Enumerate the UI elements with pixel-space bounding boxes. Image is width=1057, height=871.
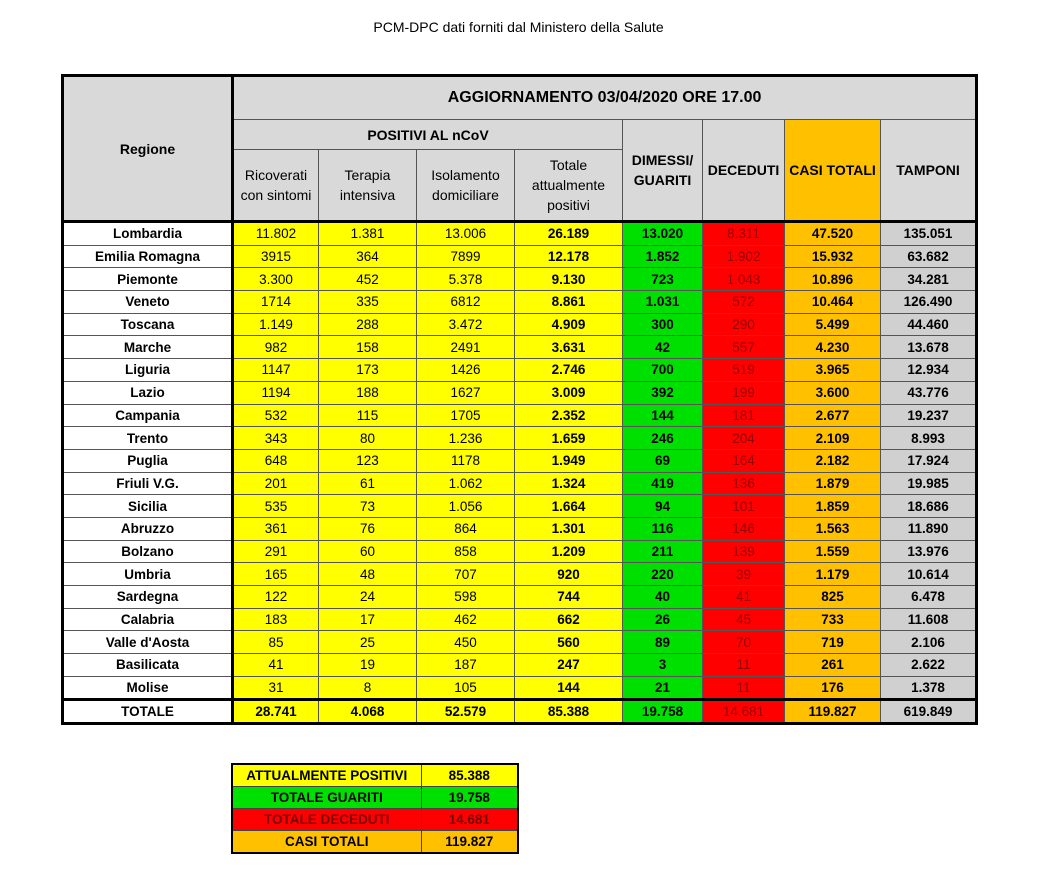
- cell-casi-totali: 1.859: [785, 495, 881, 518]
- table-row: [63, 404, 977, 427]
- cell-isolamento: 858: [417, 540, 515, 563]
- cell-isolamento: 7899: [417, 245, 515, 268]
- header-casi-totali: CASI TOTALI: [785, 120, 881, 222]
- cell-isolamento: 1627: [417, 381, 515, 404]
- cell-deceduti: 101: [703, 495, 785, 518]
- cell-dimessi: 19.758: [623, 700, 703, 724]
- cell-casi-totali: 719: [785, 631, 881, 654]
- header-dimessi: DIMESSI/ GUARITI: [623, 120, 703, 222]
- cell-regione: Valle d'Aosta: [63, 631, 233, 654]
- cell-totale-positivi: 560: [515, 631, 623, 654]
- cell-casi-totali: 825: [785, 586, 881, 609]
- cell-deceduti: 290: [703, 313, 785, 336]
- cell-ricoverati: 201: [233, 472, 319, 495]
- cell-ricoverati: 532: [233, 404, 319, 427]
- cell-isolamento: 5.378: [417, 268, 515, 291]
- cell-casi-totali: 47.520: [785, 222, 881, 246]
- cell-regione: Puglia: [63, 449, 233, 472]
- cell-totale-positivi: 144: [515, 676, 623, 700]
- cell-tamponi: 13.976: [881, 540, 977, 563]
- cell-tamponi: 2.106: [881, 631, 977, 654]
- cell-dimessi: 246: [623, 427, 703, 450]
- table-row: [63, 563, 977, 586]
- cell-regione: Piemonte: [63, 268, 233, 291]
- cell-tamponi: 43.776: [881, 381, 977, 404]
- cell-regione: Campania: [63, 404, 233, 427]
- cell-regione: Veneto: [63, 291, 233, 314]
- cell-casi-totali: 119.827: [785, 700, 881, 724]
- cell-isolamento: 52.579: [417, 700, 515, 724]
- cell-totale-positivi: 1.659: [515, 427, 623, 450]
- cell-isolamento: 187: [417, 654, 515, 677]
- cell-ricoverati: 361: [233, 517, 319, 540]
- cell-tamponi: 18.686: [881, 495, 977, 518]
- cell-ricoverati: 648: [233, 449, 319, 472]
- cell-casi-totali: 2.109: [785, 427, 881, 450]
- cell-totale-positivi: 2.746: [515, 359, 623, 382]
- cell-ricoverati: 85: [233, 631, 319, 654]
- table-row: [63, 427, 977, 450]
- cell-deceduti: 199: [703, 381, 785, 404]
- cell-totale-positivi: 26.189: [515, 222, 623, 246]
- cell-tamponi: 8.993: [881, 427, 977, 450]
- header-isolamento: Isolamento domiciliare: [417, 150, 515, 222]
- cell-isolamento: 1178: [417, 449, 515, 472]
- cell-isolamento: 2491: [417, 336, 515, 359]
- summary-value: 19.758: [421, 787, 518, 809]
- cell-ricoverati: 11.802: [233, 222, 319, 246]
- cell-tamponi: 19.985: [881, 472, 977, 495]
- cell-regione: Umbria: [63, 563, 233, 586]
- cell-terapia: 1.381: [319, 222, 417, 246]
- cell-terapia: 123: [319, 449, 417, 472]
- cell-deceduti: 70: [703, 631, 785, 654]
- cell-deceduti: 572: [703, 291, 785, 314]
- cell-casi-totali: 5.499: [785, 313, 881, 336]
- table-row: [63, 222, 977, 246]
- cell-ricoverati: 1147: [233, 359, 319, 382]
- cell-terapia: 76: [319, 517, 417, 540]
- summary-row: [232, 787, 518, 809]
- cell-dimessi: 116: [623, 517, 703, 540]
- cell-deceduti: 14.681: [703, 700, 785, 724]
- cell-totale-positivi: 3.631: [515, 336, 623, 359]
- header-aggiornamento: AGGIORNAMENTO 03/04/2020 ORE 17.00: [233, 76, 977, 120]
- cell-totale-positivi: 3.009: [515, 381, 623, 404]
- cell-deceduti: 139: [703, 540, 785, 563]
- cell-regione: Toscana: [63, 313, 233, 336]
- table-row: [63, 495, 977, 518]
- cell-terapia: 73: [319, 495, 417, 518]
- cell-casi-totali: 3.600: [785, 381, 881, 404]
- cell-deceduti: 39: [703, 563, 785, 586]
- cell-casi-totali: 261: [785, 654, 881, 677]
- cell-dimessi: 42: [623, 336, 703, 359]
- cell-tamponi: 34.281: [881, 268, 977, 291]
- cell-deceduti: 146: [703, 517, 785, 540]
- cell-deceduti: 8.311: [703, 222, 785, 246]
- cell-totale-positivi: 1.209: [515, 540, 623, 563]
- cell-ricoverati: 1714: [233, 291, 319, 314]
- cell-casi-totali: 10.464: [785, 291, 881, 314]
- cell-totale-positivi: 744: [515, 586, 623, 609]
- cell-deceduti: 204: [703, 427, 785, 450]
- cell-totale-positivi: 85.388: [515, 700, 623, 724]
- cell-casi-totali: 1.563: [785, 517, 881, 540]
- cell-terapia: 452: [319, 268, 417, 291]
- cell-isolamento: 6812: [417, 291, 515, 314]
- cell-tamponi: 126.490: [881, 291, 977, 314]
- cell-dimessi: 94: [623, 495, 703, 518]
- cell-regione: Sicilia: [63, 495, 233, 518]
- cell-tamponi: 135.051: [881, 222, 977, 246]
- summary-label: TOTALE GUARITI: [232, 787, 421, 809]
- table-row: [63, 268, 977, 291]
- table-row: [63, 449, 977, 472]
- cell-deceduti: 11: [703, 654, 785, 677]
- cell-isolamento: 1426: [417, 359, 515, 382]
- cell-regione: Trento: [63, 427, 233, 450]
- cell-ricoverati: 28.741: [233, 700, 319, 724]
- cell-dimessi: 89: [623, 631, 703, 654]
- cell-deceduti: 164: [703, 449, 785, 472]
- cell-regione: Bolzano: [63, 540, 233, 563]
- cell-ricoverati: 165: [233, 563, 319, 586]
- cell-tamponi: 10.614: [881, 563, 977, 586]
- cell-totale-positivi: 1.664: [515, 495, 623, 518]
- summary-row: [232, 809, 518, 831]
- table-row: [63, 608, 977, 631]
- summary-value: 14.681: [421, 809, 518, 831]
- cell-terapia: 60: [319, 540, 417, 563]
- totals-row: [63, 700, 977, 724]
- cell-regione: Friuli V.G.: [63, 472, 233, 495]
- header-ricoverati: Ricoverati con sintomi: [233, 150, 319, 222]
- cell-totale-positivi: 1.324: [515, 472, 623, 495]
- summary-table: [231, 763, 519, 854]
- cell-deceduti: 1.902: [703, 245, 785, 268]
- cell-totale-positivi: 8.861: [515, 291, 623, 314]
- cell-dimessi: 1.852: [623, 245, 703, 268]
- cell-terapia: 335: [319, 291, 417, 314]
- cell-dimessi: 220: [623, 563, 703, 586]
- cell-tamponi: 19.237: [881, 404, 977, 427]
- cell-regione: Basilicata: [63, 654, 233, 677]
- cell-isolamento: 707: [417, 563, 515, 586]
- cell-deceduti: 11: [703, 676, 785, 700]
- table-row: [63, 631, 977, 654]
- cell-casi-totali: 1.179: [785, 563, 881, 586]
- cell-ricoverati: 343: [233, 427, 319, 450]
- cell-totale-positivi: 1.949: [515, 449, 623, 472]
- cell-terapia: 188: [319, 381, 417, 404]
- cell-tamponi: 11.890: [881, 517, 977, 540]
- table-row: [63, 472, 977, 495]
- cell-tamponi: 13.678: [881, 336, 977, 359]
- cell-ricoverati: 183: [233, 608, 319, 631]
- header-regione: Regione: [63, 76, 233, 222]
- cell-totale-positivi: 4.909: [515, 313, 623, 336]
- cell-terapia: 80: [319, 427, 417, 450]
- cell-ricoverati: 31: [233, 676, 319, 700]
- cell-isolamento: 1.062: [417, 472, 515, 495]
- cell-totale-positivi: 662: [515, 608, 623, 631]
- cell-ricoverati: 41: [233, 654, 319, 677]
- header-positivi: POSITIVI AL nCoV: [233, 120, 623, 150]
- table-row: [63, 359, 977, 382]
- cell-casi-totali: 10.896: [785, 268, 881, 291]
- cell-dimessi: 40: [623, 586, 703, 609]
- cell-isolamento: 1.236: [417, 427, 515, 450]
- summary-row: [232, 764, 518, 787]
- cell-deceduti: 1.043: [703, 268, 785, 291]
- summary-label: CASI TOTALI: [232, 831, 421, 854]
- cell-totale-positivi: 2.352: [515, 404, 623, 427]
- summary-value: 119.827: [421, 831, 518, 854]
- header-deceduti: DECEDUTI: [703, 120, 785, 222]
- cell-dimessi: 419: [623, 472, 703, 495]
- cell-terapia: 61: [319, 472, 417, 495]
- cell-isolamento: 864: [417, 517, 515, 540]
- page-title: PCM-DPC dati forniti dal Ministero della Salute: [373, 19, 664, 35]
- cell-terapia: 288: [319, 313, 417, 336]
- table-row: [63, 540, 977, 563]
- table-row: [63, 336, 977, 359]
- cell-casi-totali: 733: [785, 608, 881, 631]
- summary-value: 85.388: [421, 764, 518, 787]
- cell-isolamento: 105: [417, 676, 515, 700]
- cell-deceduti: 181: [703, 404, 785, 427]
- table-row: [63, 245, 977, 268]
- cell-terapia: 115: [319, 404, 417, 427]
- cell-regione: Abruzzo: [63, 517, 233, 540]
- cell-casi-totali: 4.230: [785, 336, 881, 359]
- cell-deceduti: 557: [703, 336, 785, 359]
- cell-tamponi: 63.682: [881, 245, 977, 268]
- cell-casi-totali: 2.677: [785, 404, 881, 427]
- cell-ricoverati: 122: [233, 586, 319, 609]
- header-terapia: Terapia intensiva: [319, 150, 417, 222]
- cell-terapia: 8: [319, 676, 417, 700]
- cell-dimessi: 392: [623, 381, 703, 404]
- regional-data-table: [61, 74, 978, 725]
- cell-isolamento: 462: [417, 608, 515, 631]
- table-row: [63, 517, 977, 540]
- cell-regione: Emilia Romagna: [63, 245, 233, 268]
- table-row: [63, 654, 977, 677]
- cell-terapia: 364: [319, 245, 417, 268]
- table-row: [63, 313, 977, 336]
- cell-tamponi: 1.378: [881, 676, 977, 700]
- cell-deceduti: 136: [703, 472, 785, 495]
- table-row: [63, 586, 977, 609]
- cell-dimessi: 700: [623, 359, 703, 382]
- cell-casi-totali: 1.559: [785, 540, 881, 563]
- cell-ricoverati: 1194: [233, 381, 319, 404]
- cell-regione: Liguria: [63, 359, 233, 382]
- cell-totale-positivi: 12.178: [515, 245, 623, 268]
- cell-deceduti: 41: [703, 586, 785, 609]
- cell-terapia: 24: [319, 586, 417, 609]
- cell-terapia: 19: [319, 654, 417, 677]
- cell-regione: Lombardia: [63, 222, 233, 246]
- cell-regione: Lazio: [63, 381, 233, 404]
- cell-terapia: 173: [319, 359, 417, 382]
- cell-terapia: 4.068: [319, 700, 417, 724]
- cell-ricoverati: 3.300: [233, 268, 319, 291]
- cell-regione: Sardegna: [63, 586, 233, 609]
- cell-regione: Marche: [63, 336, 233, 359]
- summary-label: TOTALE DECEDUTI: [232, 809, 421, 831]
- cell-casi-totali: 2.182: [785, 449, 881, 472]
- cell-dimessi: 144: [623, 404, 703, 427]
- cell-isolamento: 1.056: [417, 495, 515, 518]
- cell-casi-totali: 176: [785, 676, 881, 700]
- cell-isolamento: 1705: [417, 404, 515, 427]
- cell-deceduti: 45: [703, 608, 785, 631]
- cell-tamponi: 12.934: [881, 359, 977, 382]
- cell-isolamento: 450: [417, 631, 515, 654]
- cell-regione: Molise: [63, 676, 233, 700]
- cell-deceduti: 519: [703, 359, 785, 382]
- cell-tamponi: 17.924: [881, 449, 977, 472]
- cell-tamponi: 11.608: [881, 608, 977, 631]
- cell-totale-positivi: 9.130: [515, 268, 623, 291]
- cell-ricoverati: 3915: [233, 245, 319, 268]
- cell-tamponi: 6.478: [881, 586, 977, 609]
- table-row: [63, 676, 977, 700]
- table-row: [63, 381, 977, 404]
- cell-isolamento: 598: [417, 586, 515, 609]
- cell-totale-positivi: 920: [515, 563, 623, 586]
- cell-tamponi: 2.622: [881, 654, 977, 677]
- cell-isolamento: 3.472: [417, 313, 515, 336]
- cell-dimessi: 211: [623, 540, 703, 563]
- cell-casi-totali: 3.965: [785, 359, 881, 382]
- cell-dimessi: 21: [623, 676, 703, 700]
- cell-casi-totali: 1.879: [785, 472, 881, 495]
- header-tamponi: TAMPONI: [881, 120, 977, 222]
- cell-totale-positivi: 247: [515, 654, 623, 677]
- cell-tamponi: 619.849: [881, 700, 977, 724]
- cell-dimessi: 26: [623, 608, 703, 631]
- cell-ricoverati: 535: [233, 495, 319, 518]
- cell-regione: Calabria: [63, 608, 233, 631]
- cell-casi-totali: 15.932: [785, 245, 881, 268]
- cell-regione: TOTALE: [63, 700, 233, 724]
- cell-dimessi: 1.031: [623, 291, 703, 314]
- table-row: [63, 291, 977, 314]
- cell-dimessi: 723: [623, 268, 703, 291]
- cell-tamponi: 44.460: [881, 313, 977, 336]
- cell-terapia: 25: [319, 631, 417, 654]
- cell-totale-positivi: 1.301: [515, 517, 623, 540]
- cell-terapia: 48: [319, 563, 417, 586]
- cell-ricoverati: 291: [233, 540, 319, 563]
- cell-dimessi: 3: [623, 654, 703, 677]
- cell-ricoverati: 982: [233, 336, 319, 359]
- cell-dimessi: 300: [623, 313, 703, 336]
- summary-label: ATTUALMENTE POSITIVI: [232, 764, 421, 787]
- summary-row: [232, 831, 518, 854]
- cell-ricoverati: 1.149: [233, 313, 319, 336]
- header-totale-positivi: Totale attualmente positivi: [515, 150, 623, 222]
- cell-terapia: 158: [319, 336, 417, 359]
- cell-dimessi: 13.020: [623, 222, 703, 246]
- cell-terapia: 17: [319, 608, 417, 631]
- cell-dimessi: 69: [623, 449, 703, 472]
- cell-isolamento: 13.006: [417, 222, 515, 246]
